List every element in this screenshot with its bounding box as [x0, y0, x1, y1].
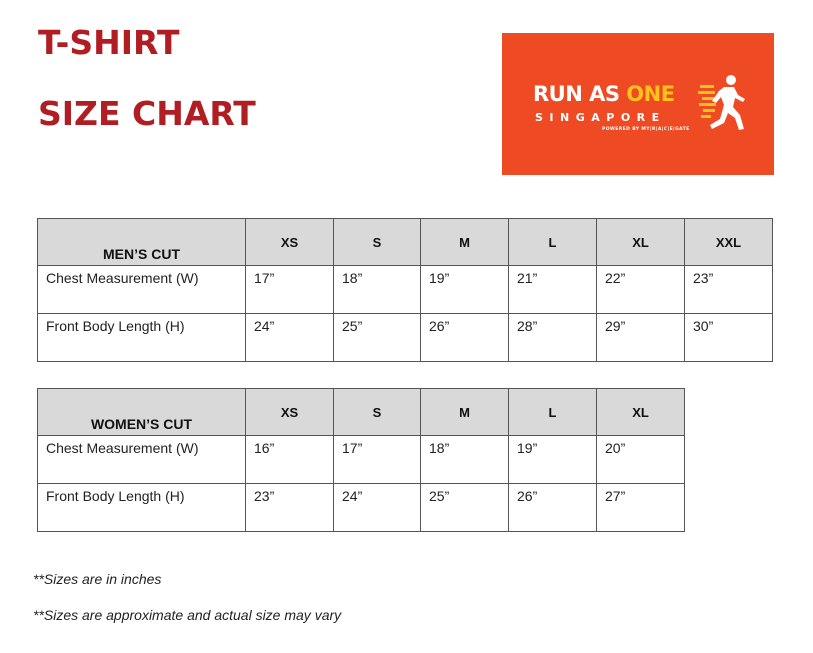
table-cell: 18” [334, 266, 421, 314]
table-cell: 23” [685, 266, 773, 314]
table-row [38, 484, 685, 532]
size-header: XS [246, 219, 334, 266]
logo-one: ONE [626, 82, 675, 106]
row-label: Chest Measurement (W) [38, 436, 246, 484]
row-label: Chest Measurement (W) [38, 266, 246, 314]
table-cell: 30” [685, 314, 773, 362]
table-cell: 19” [509, 436, 597, 484]
logo-run-as: RUN AS [533, 82, 627, 106]
table-cell: 25” [421, 484, 509, 532]
womens-size-table [37, 388, 685, 532]
size-header: L [509, 219, 597, 266]
size-header: S [334, 219, 421, 266]
table-cell: 17” [246, 266, 334, 314]
row-label: Front Body Length (H) [38, 314, 246, 362]
table-header-row [38, 219, 773, 266]
size-header: XXL [685, 219, 773, 266]
table-cell: 22” [597, 266, 685, 314]
runner-icon [698, 73, 748, 139]
table-cell: 16” [246, 436, 334, 484]
table-cell: 24” [334, 484, 421, 532]
table-cell: 27” [597, 484, 685, 532]
womens-cut-header: WOMEN’S CUT [38, 389, 246, 436]
table-cell: 26” [421, 314, 509, 362]
table-cell: 25” [334, 314, 421, 362]
table-cell: 24” [246, 314, 334, 362]
logo-location: SINGAPORE [535, 111, 666, 124]
note-approximate: **Sizes are approximate and actual size may vary [33, 607, 342, 623]
size-header: L [509, 389, 597, 436]
title-line-1: T-SHIRT [38, 23, 180, 62]
size-header: S [334, 389, 421, 436]
table-header-row [38, 389, 685, 436]
title-line-2: SIZE CHART [38, 94, 256, 133]
table-cell: 20” [597, 436, 685, 484]
size-header: M [421, 389, 509, 436]
size-header: M [421, 219, 509, 266]
table-cell: 23” [246, 484, 334, 532]
size-header: XL [597, 219, 685, 266]
size-header: XL [597, 389, 685, 436]
logo-wordmark [533, 82, 675, 106]
table-cell: 18” [421, 436, 509, 484]
logo-powered-by: POWERED BY MY|R|A|C|E|GATE [602, 127, 690, 132]
table-cell: 29” [597, 314, 685, 362]
size-header: XS [246, 389, 334, 436]
table-row [38, 314, 773, 362]
table-row [38, 436, 685, 484]
table-row [38, 266, 773, 314]
table-cell: 19” [421, 266, 509, 314]
table-cell: 21” [509, 266, 597, 314]
note-units: **Sizes are in inches [33, 571, 162, 587]
mens-size-table [37, 218, 773, 362]
table-cell: 17” [334, 436, 421, 484]
mens-cut-header: MEN’S CUT [38, 219, 246, 266]
row-label: Front Body Length (H) [38, 484, 246, 532]
run-as-one-logo [502, 33, 774, 175]
table-cell: 28” [509, 314, 597, 362]
table-cell: 26” [509, 484, 597, 532]
